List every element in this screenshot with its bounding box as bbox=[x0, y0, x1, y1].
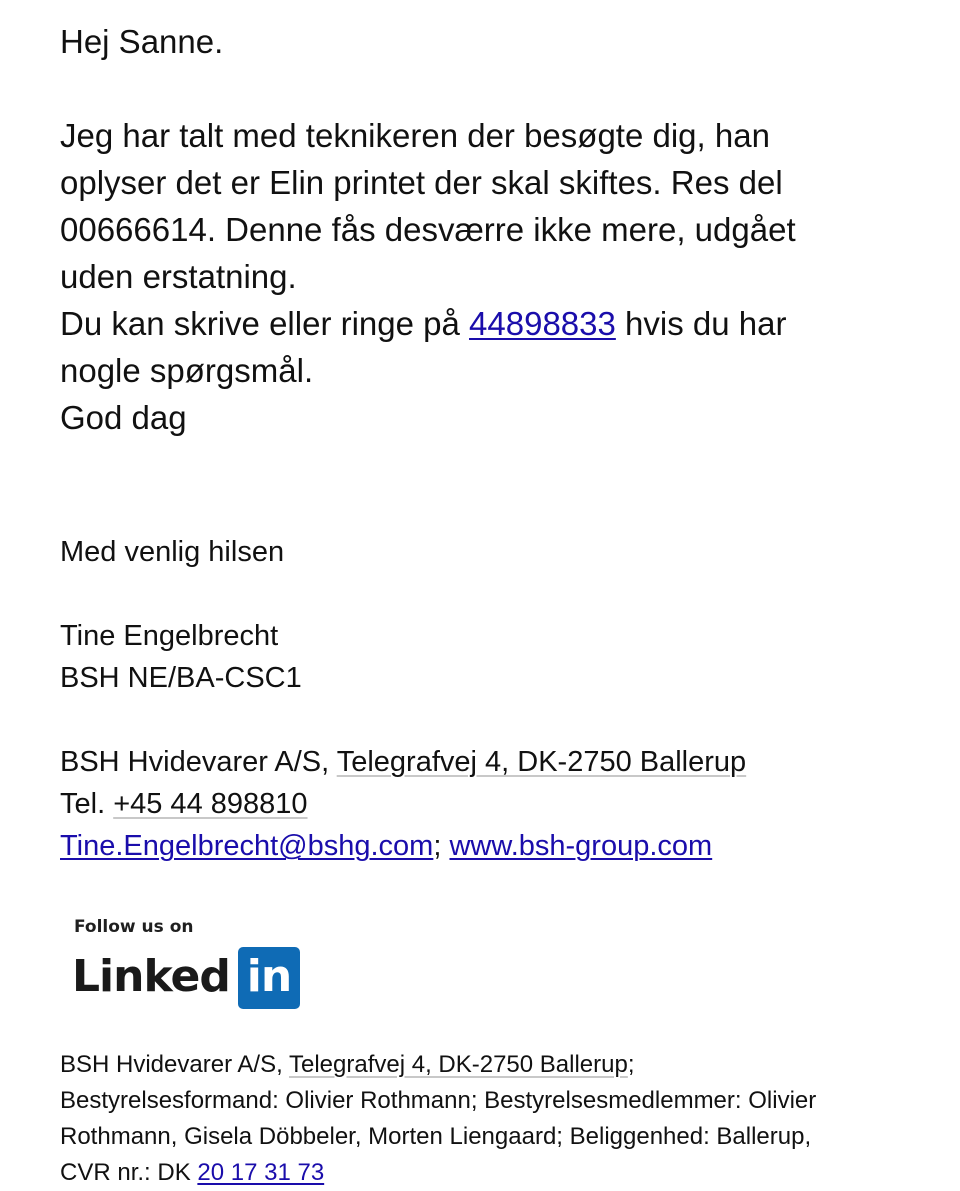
footer-company-name: BSH Hvidevarer A/S, bbox=[60, 1051, 289, 1078]
email-call-line-2: nogle spørgsmål. bbox=[60, 352, 314, 389]
footer-company-line bbox=[60, 1047, 940, 1083]
signature-closing: Med venlig hilsen bbox=[60, 536, 285, 568]
email-call-line bbox=[60, 300, 940, 347]
footer-address-suffix: ; bbox=[627, 1051, 635, 1078]
linkedin-in-icon: in bbox=[238, 947, 300, 1009]
follow-us-text: Follow us on bbox=[74, 917, 194, 937]
footer-address-link[interactable]: Telegrafvej 4, DK-2750 Ballerup bbox=[288, 1051, 628, 1078]
contact-separator: ; bbox=[433, 830, 450, 862]
website-link[interactable]: www.bsh-group.com bbox=[449, 830, 713, 862]
signature-contact-line bbox=[60, 825, 940, 867]
company-name: BSH Hvidevarer A/S, bbox=[60, 746, 337, 778]
email-body-line: uden erstatning. bbox=[60, 258, 297, 295]
address-link[interactable]: Telegrafvej 4, DK-2750 Ballerup bbox=[336, 746, 747, 778]
email-farewell: God dag bbox=[60, 399, 187, 436]
footer-board-line-2: Rothmann, Gisela Döbbeler, Morten Liengaard; Beliggenhed: Ballerup, bbox=[60, 1123, 812, 1150]
call-prefix-text: Du kan skrive eller ringe på bbox=[60, 305, 470, 342]
email-body-line: 00666614. Denne fås desværre ikke mere, udgået bbox=[60, 211, 796, 248]
footer-board-line: Bestyrelsesformand: Olivier Rothmann; Bestyrelsesmedlemmer: Olivier bbox=[60, 1087, 817, 1114]
cvr-number-link[interactable]: 20 17 31 73 bbox=[197, 1159, 325, 1186]
linkedin-wordmark: Linked bbox=[72, 951, 230, 1002]
legal-footer bbox=[60, 1047, 940, 1191]
signature-department: BSH NE/BA-CSC1 bbox=[60, 662, 302, 694]
tel-label: Tel. bbox=[60, 788, 114, 820]
tel-link[interactable]: +45 44 898810 bbox=[113, 788, 308, 820]
call-suffix-text: hvis du har bbox=[615, 305, 787, 342]
email-body-line: oplyser det er Elin printet der skal skiftes. Res del bbox=[60, 164, 783, 201]
signature-tel-line bbox=[60, 783, 940, 825]
linkedin-follow-badge[interactable] bbox=[74, 917, 314, 1017]
email-greeting: Hej Sanne. bbox=[60, 23, 224, 60]
signature-company-line bbox=[60, 741, 940, 783]
email-body-line: Jeg har talt med teknikeren der besøgte dig, han bbox=[60, 117, 770, 154]
email-body bbox=[60, 0, 940, 1191]
email-link[interactable]: Tine.Engelbrecht@bshg.com bbox=[60, 830, 434, 862]
signature-name: Tine Engelbrecht bbox=[60, 620, 279, 652]
cvr-label: CVR nr.: DK bbox=[60, 1159, 198, 1186]
phone-link[interactable]: 44898833 bbox=[469, 305, 616, 342]
